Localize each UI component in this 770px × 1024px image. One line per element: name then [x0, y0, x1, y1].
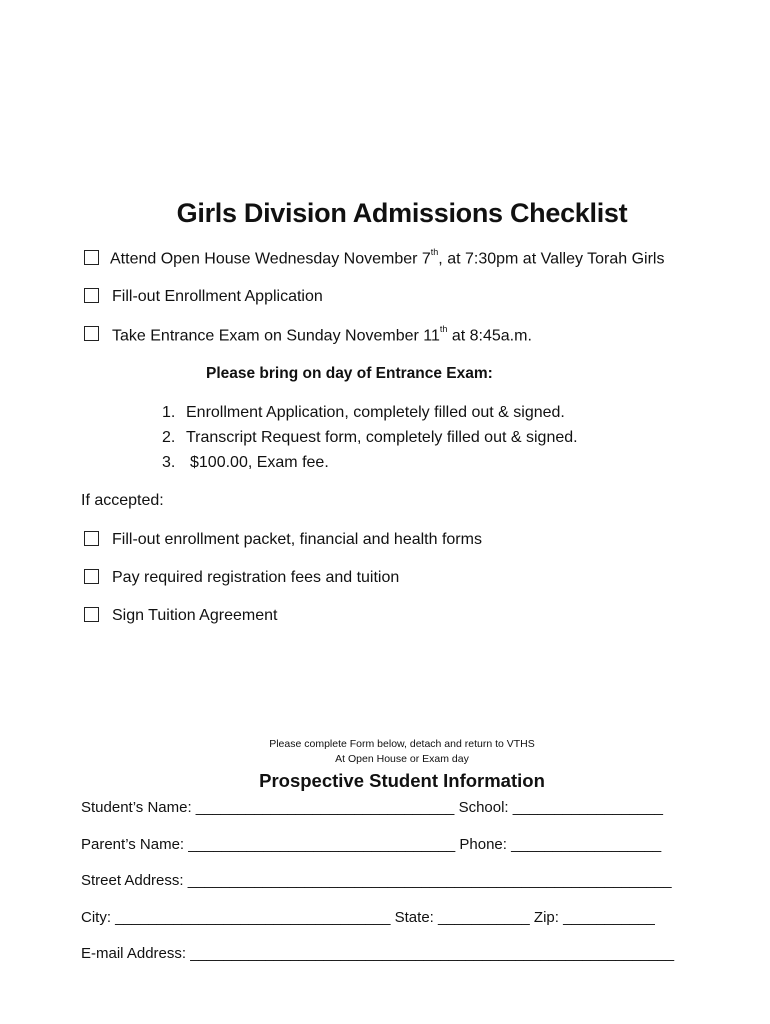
checklist-item-after: at 8:45a.m.	[447, 327, 532, 345]
list-item-text: Enrollment Application, completely filled out & signed.	[186, 404, 565, 421]
checklist-item-text: Attend Open House Wednesday November 7	[110, 250, 431, 268]
street-address-field[interactable]: Street Address: __________________________________________________________	[81, 872, 672, 889]
checkbox-enrollment-packet[interactable]	[84, 531, 99, 546]
email-address-field[interactable]: E-mail Address: __________________________________________________________	[81, 945, 675, 962]
list-item	[162, 404, 175, 422]
checklist-item-enrollment-packet: Fill-out enrollment packet, financial and health forms	[112, 531, 482, 548]
list-item-text: Transcript Request form, completely filled out & signed.	[186, 429, 578, 446]
city-state-zip-field[interactable]: City: _________________________________ State: ___________ Zip: ___________	[81, 909, 655, 926]
bring-heading: Please bring on day of Entrance Exam:	[206, 365, 493, 382]
form-title: Prospective Student Information	[259, 770, 545, 791]
checklist-item-sup: th	[430, 247, 439, 257]
checkbox-enrollment-application[interactable]	[84, 288, 99, 303]
checklist-item-text: Fill-out Enrollment Application	[112, 288, 323, 305]
page-title: Girls Division Admissions Checklist	[176, 198, 628, 228]
list-item-text: $100.00, Exam fee.	[190, 454, 329, 471]
list-item	[162, 454, 175, 472]
list-number: 2.	[162, 429, 176, 446]
checkbox-tuition-agreement[interactable]	[84, 607, 99, 622]
checkbox-entrance-exam[interactable]	[84, 326, 99, 341]
form-note-2: At Open House or Exam day	[335, 753, 469, 765]
checkbox-open-house[interactable]	[84, 250, 99, 265]
checklist-item-open-house	[110, 249, 664, 268]
form-note-1: Please complete Form below, detach and return to VTHS	[269, 738, 535, 750]
checklist-item-enrollment-application	[112, 288, 323, 306]
parent-name-field[interactable]: Parent’s Name: ________________________________ Phone: __________________	[81, 836, 662, 853]
if-accepted-label: If accepted:	[81, 492, 164, 509]
checklist-item-after: , at 7:30pm at Valley Torah Girls	[438, 250, 665, 268]
checkbox-registration-fees[interactable]	[84, 569, 99, 584]
list-number: 3.	[162, 454, 176, 471]
checklist-item-sup: th	[439, 324, 448, 334]
checklist-item-text: Take Entrance Exam on Sunday November 11	[112, 327, 440, 345]
checklist-item-entrance-exam	[112, 326, 532, 345]
checklist-item-registration-fees: Pay required registration fees and tuition	[112, 569, 400, 586]
list-item	[162, 429, 175, 447]
checklist-item-tuition-agreement: Sign Tuition Agreement	[112, 607, 278, 624]
list-number: 1.	[162, 404, 176, 421]
student-name-field[interactable]: Student’s Name: _______________________________ School: __________________	[81, 799, 663, 816]
